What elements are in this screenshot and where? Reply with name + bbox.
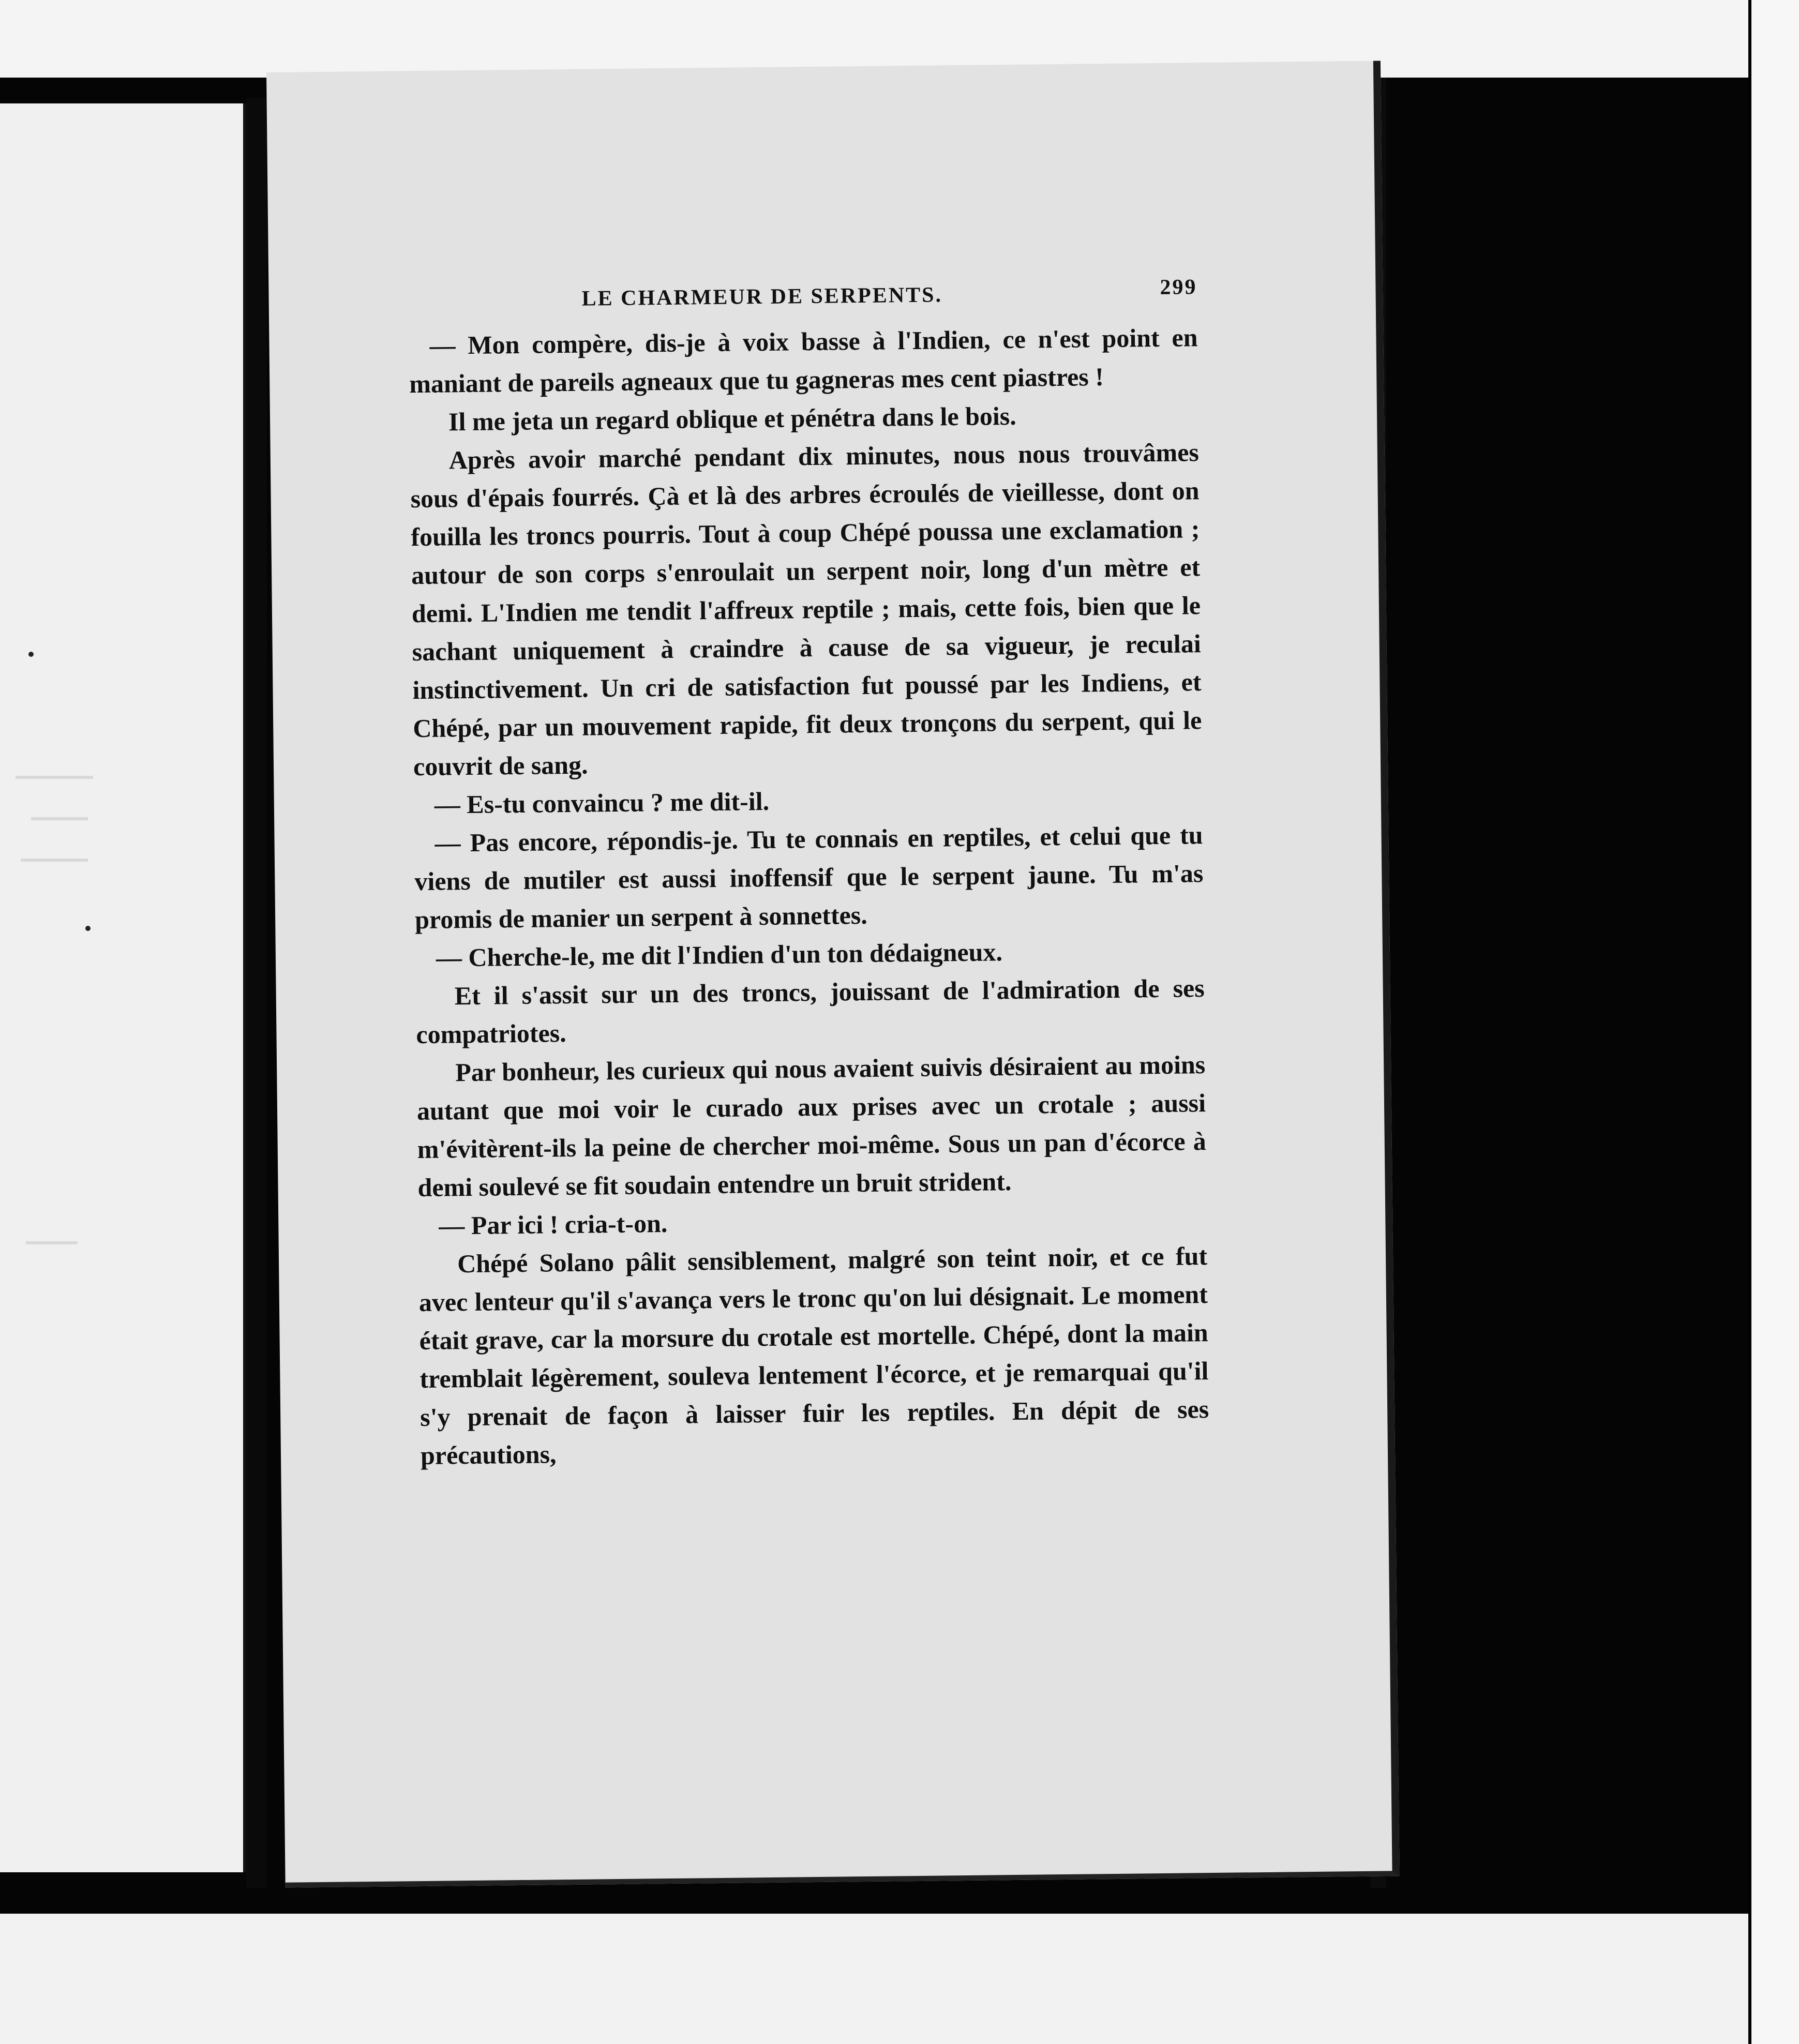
paragraph: — Pas encore, répondis-je. Tu te connais en reptiles, et celui que tu viens de mutiler est aussi inoffensif que le serpent jaune. Tu m'as promis de manier un serpent à sonnettes. (414, 820, 1204, 935)
speck (85, 926, 91, 931)
paragraph: Et il s'assit sur un des troncs, jouissant de l'admiration de ses compatriotes. (416, 973, 1205, 1049)
bleed-through-mark (26, 1241, 78, 1244)
paragraph: Après avoir marché pendant dix minutes, nous nous trouvâmes sous d'épais fourrés. Çà et là des arbres écroulés de vieillesse, dont on fouilla les troncs pourris. Tout à coup Chépé poussa une exclamation ; autour de son corps s'enroulait un serpent noir, long d'un mètre et demi. L'Indien me tendit l'affreux reptile ; mais, cette fois, bien que le sachant uniquement à craindre à cause de sa vigueur, je reculai instinctivement. Un cri de satisfaction fut poussé par les Indiens, et Chépé, par un mouvement rapide, fit deux tronçons du serpent, qui le couvrit de sang. (410, 438, 1202, 781)
page-body-text (409, 318, 1209, 1475)
paragraph: Il me jeta un regard oblique et pénétra dans le bois. (448, 401, 1017, 437)
paragraph: Par bonheur, les curieux qui nous avaient suivis désiraient au moins autant que moi voir le curado aux prises avec un crotale ; aussi m'évitèrent-ils la peine de chercher moi-même. Sous un pan d'écorce à demi soulevé se fit soudain entendre un bruit strident. (416, 1050, 1207, 1203)
paragraph: — Cherche-le, me dit l'Indien d'un ton dédaigneux. (436, 937, 1003, 972)
bleed-through-mark (31, 817, 88, 820)
bleed-through-mark (16, 776, 93, 779)
facing-left-page (0, 103, 246, 1872)
speck (28, 652, 34, 657)
paragraph: — Es-tu convaincu ? me dit-il. (434, 786, 770, 819)
paragraph: Chépé Solano pâlit sensiblement, malgré son teint noir, et ce fut avec lenteur qu'il s'avança vers le tronc qu'on lui désignait. Le moment était grave, car la morsure du crotale est mortelle. Chépé, dont la main tremblait légèrement, souleva lentement l'écorce, et je remarquai qu'il s'y prenait de façon à laisser fuir les reptiles. En dépit de ses précautions, (418, 1241, 1209, 1470)
running-title: LE CHARMEUR DE SERPENTS. (581, 283, 943, 311)
bottom-scan-margin (0, 1914, 1748, 2044)
right-scan-margin (1748, 0, 1799, 2044)
book-spine (246, 98, 267, 1888)
bleed-through-mark (21, 859, 88, 862)
paragraph: — Mon compère, dis-je à voix basse à l'Indien, ce n'est point en maniant de pareils agneaux que tu gagneras mes cent piastres ! (409, 323, 1198, 399)
book-page (266, 61, 1400, 1887)
paragraph: — Par ici ! cria-t-on. (439, 1209, 668, 1240)
page-number: 299 (1160, 275, 1197, 299)
